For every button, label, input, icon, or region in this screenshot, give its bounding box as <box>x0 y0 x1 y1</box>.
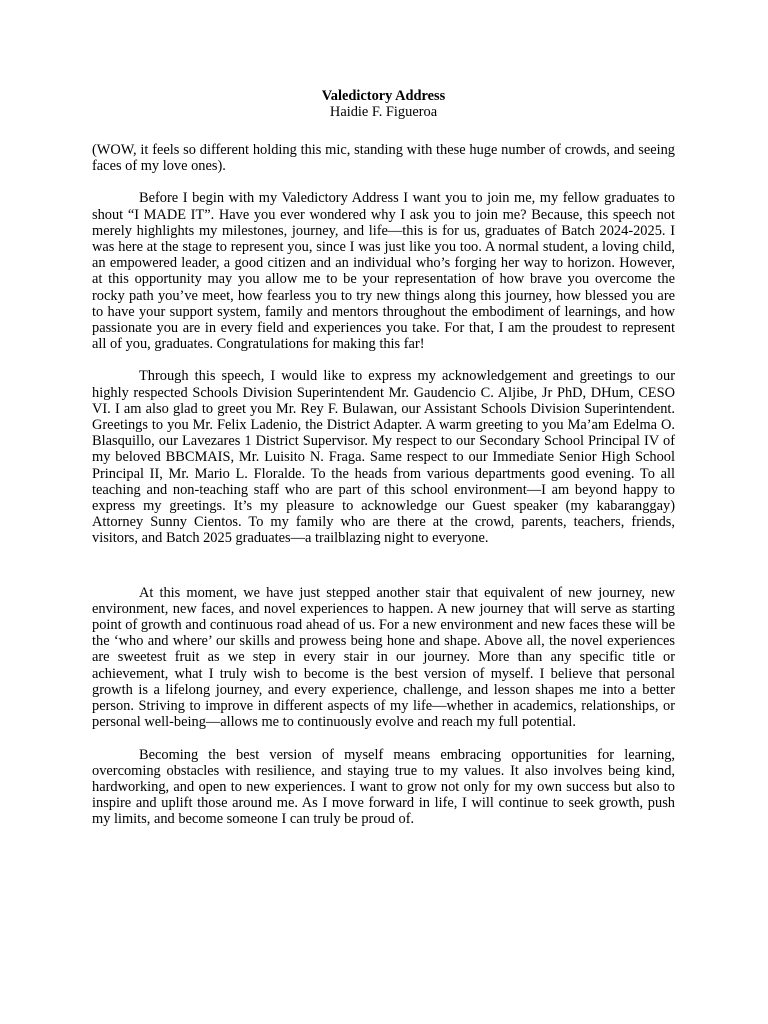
document-author: Haidie F. Figueroa <box>329 104 438 120</box>
paragraph-acknowledgements: Through this speech, I would like to express my acknowledgement and greetings to our highly respected Schools Division Superintendent Mr. Gaudencio C. Aljibe, Jr PhD, DHum, CESO VI. I am also glad to greet you Mr. Rey F. Bulawan, our Assistant Schools Division Superintendent. Greetings to you Mr. Felix Ladenio, the District Adapter. A warm greeting to you Ma’am Edelma O. Blasquillo, our Lavezares 1 District Supervisor. My respect to our Secondary School Principal IV of my beloved BBCMAIS, Mr. Luisito N. Fraga. Same respect to our Immediate Senior High School Principal II, Mr. Mario L. Floralde. To the heads from various departments good evening. To all teaching and non-teaching staff who are part of this school environment—I am beyond happy to express my greetings. It’s my pleasure to acknowledge our Guest speaker (my kabaranggay) Attorney Sunny Cientos. To my family who are there at the crowd, parents, teachers, friends, visitors, and Batch 2025 graduates—a trailblazing night to everyone. <box>92 368 675 547</box>
paragraph-new-journey: At this moment, we have just stepped another stair that equivalent of new journey, new environment, new faces, and novel experiences to happen. A new journey that will serve as starting point of growth and continuous road ahead of us. For a new environment and new faces these will be the ‘who and where’ our skills and prowess being hone and shape. Above all, the novel experiences are sweetest fruit as we step in every stair in our journey. More than any specific title or achievement, what I truly wish to become is the best version of myself. I believe that personal growth is a lifelong journey, and every experience, challenge, and lesson shapes me into a better person. Striving to improve in different aspects of my life—whether in academics, relationships, or personal well-being—allows me to continuously evolve and reach my full potential. <box>92 584 675 731</box>
paragraph-opening-remark: (WOW, it feels so different holding this mic, standing with these huge number of crowds, and seeing faces of my love ones). <box>92 142 675 175</box>
document-page <box>92 88 675 844</box>
paragraph-best-version: Becoming the best version of myself means embracing opportunities for learning, overcoming obstacles with resilience, and staying true to my values. It also involves being kind, hardworking, and open to new experiences. I want to grow not only for my own success but also to inspire and uplift those around me. As I move forward in life, I will continue to seek growth, push my limits, and become someone I can truly be proud of. <box>92 746 675 828</box>
document-title: Valedictory Address <box>321 88 446 104</box>
paragraph-introduction: Before I begin with my Valedictory Address I want you to join me, my fellow graduates to shout “I MADE IT”. Have you ever wondered why I ask you to join me? Because, this speech not merely highlights my milestones, journey, and life—this is for us, graduates of Batch 2024-2025. I was here at the stage to represent you, since I was just like you too. A normal student, a loving child, an empowered leader, a good citizen and an individual who’s forging her way to horizon. However, at this opportunity may you allow me to be your representation of how brave you overcome the rocky path you’ve meet, how fearless you to try new things along this journey, how blessed you are to have your support system, family and mentors throughout the embodiment of learnings, and how passionate you are in every field and experiences you take. For that, I am the proudest to represent all of you, graduates. Congratulations for making this far! <box>92 190 675 353</box>
